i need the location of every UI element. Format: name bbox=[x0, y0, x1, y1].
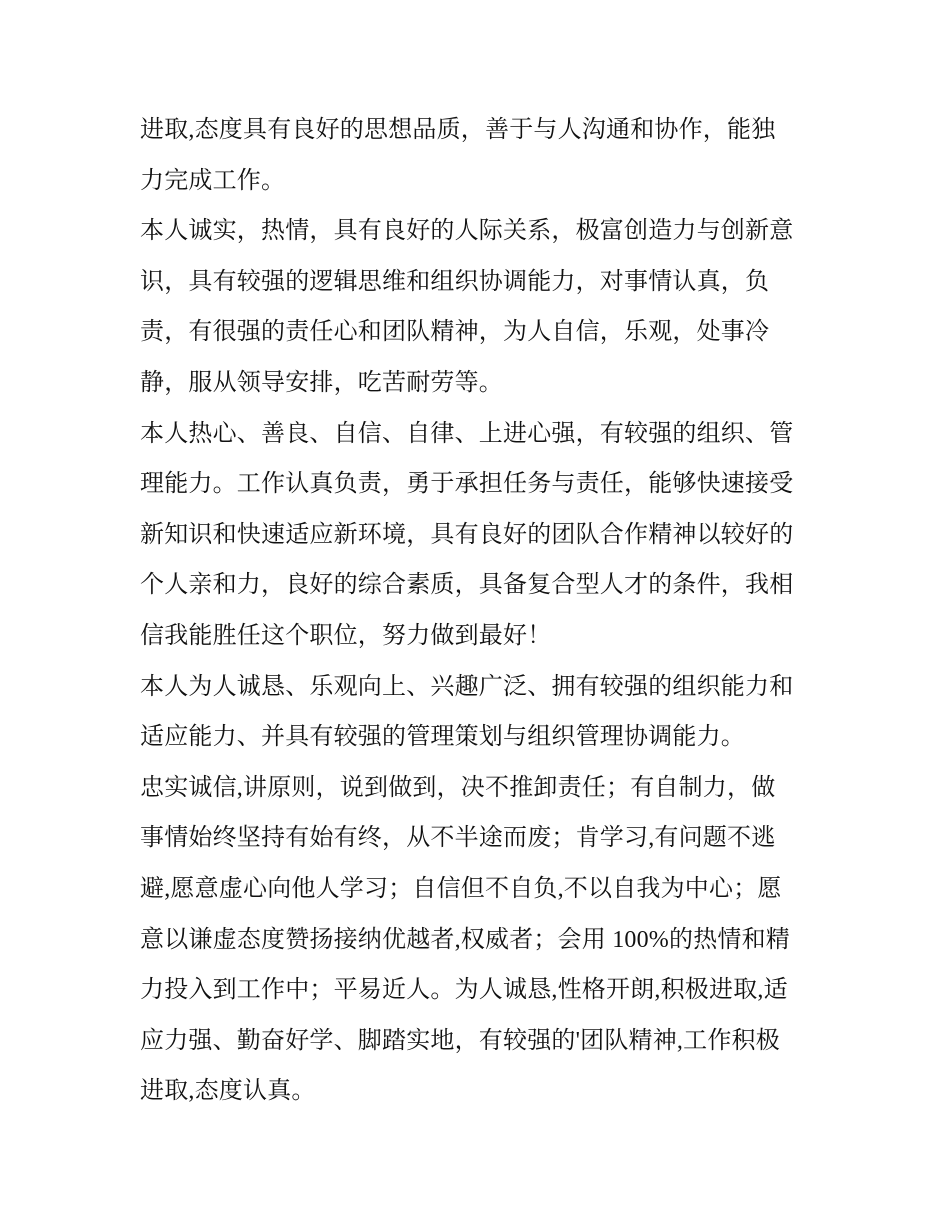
text-line: 信我能胜任这个职位，努力做到最好！ bbox=[140, 622, 552, 649]
text-line: 力完成工作。 bbox=[140, 167, 286, 194]
text-line: 意以谦虚态度赞扬接纳优越者,权威者；会用 100%的热情和精 bbox=[140, 926, 790, 953]
text-line: 静，服从领导安排，吃苦耐劳等。 bbox=[140, 369, 503, 396]
text-line: 应力强、勤奋好学、脚踏实地，有较强的'团队精神,工作积极 bbox=[140, 1027, 780, 1054]
text-line: 理能力。工作认真负责，勇于承担任务与责任，能够快速接受 bbox=[140, 471, 794, 498]
text-line: 本人为人诚恳、乐观向上、兴趣广泛、拥有较强的组织能力和 bbox=[140, 673, 794, 700]
text-line: 责，有很强的责任心和团队精神，为人自信，乐观，处事冷 bbox=[140, 319, 770, 346]
text-line: 进取,态度具有良好的思想品质，善于与人沟通和协作，能独 bbox=[140, 117, 776, 143]
text-line: 力投入到工作中；平易近人。为人诚恳,性格开朗,积极进取,适 bbox=[140, 977, 788, 1004]
text-line: 进取,态度认真。 bbox=[140, 1078, 316, 1105]
text-line: 适应能力、并具有较强的管理策划与组织管理协调能力。 bbox=[140, 724, 745, 751]
text-line: 本人诚实，热情，具有良好的人际关系，极富创造力与创新意 bbox=[140, 218, 794, 245]
text-line: 本人热心、善良、自信、自律、上进心强，有较强的组织、管 bbox=[140, 420, 794, 447]
text-line: 事情始终坚持有始有终，从不半途而废；肯学习,有问题不逃 bbox=[140, 825, 776, 852]
text-line: 识，具有较强的逻辑思维和组织协调能力，对事情认真，负 bbox=[140, 268, 770, 295]
text-line: 忠实诚信,讲原则，说到做到，决不推卸责任；有自制力，做 bbox=[140, 774, 776, 801]
text-line: 个人亲和力，良好的综合素质，具备复合型人才的条件，我相 bbox=[140, 572, 794, 599]
text-line: 避,愿意虚心向他人学习；自信但不自负,不以自我为中心；愿 bbox=[140, 875, 782, 902]
text-line: 新知识和快速适应新环境，具有良好的团队合作精神以较好的 bbox=[140, 521, 794, 548]
document-page bbox=[140, 105, 830, 1117]
